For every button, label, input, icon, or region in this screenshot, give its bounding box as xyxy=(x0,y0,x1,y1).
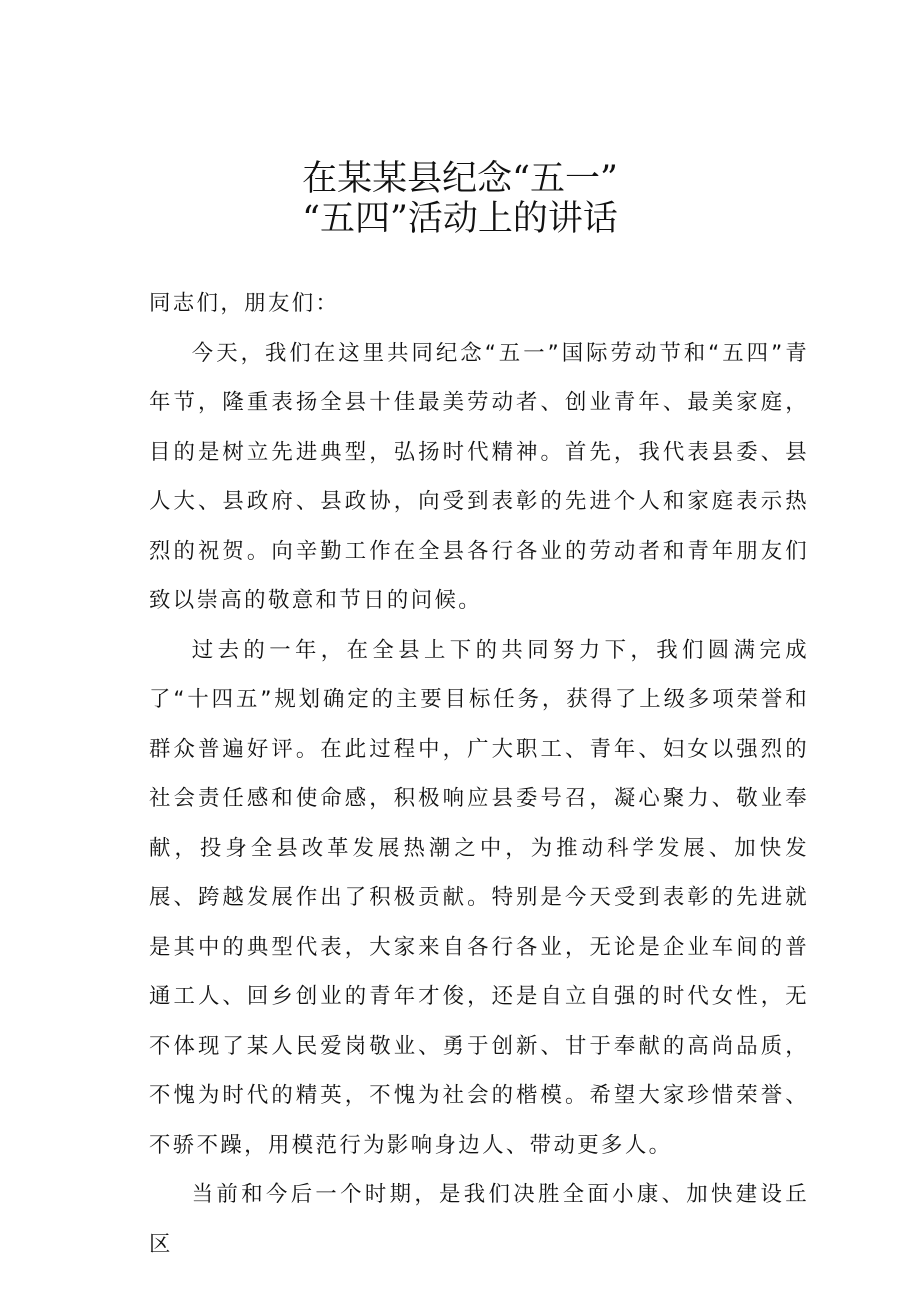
document-title-line-1: 在某某县纪念“五一” xyxy=(302,159,618,199)
document-body xyxy=(149,279,809,1269)
paragraph-1: 今天，我们在这里共同纪念“五一”国际劳动节和“五四”青年节，隆重表扬全县十佳最美劳动者、创业青年、最美家庭，目的是树立先进典型，弘扬时代精神。首先，我代表县委、县人大、县政府、县政协，向受到表彰的先进个人和家庭表示热烈的祝贺。向辛勤工作在全县各行各业的劳动者和青年朋友们致以崇高的敬意和节日的问候。 xyxy=(149,340,809,613)
paragraph-3: 当前和今后一个时期，是我们决胜全面小康、加快建设丘区 xyxy=(149,1182,809,1257)
paragraph-2: 过去的一年，在全县上下的共同努力下，我们圆满完成了“十四五”规划确定的主要目标任务，获得了上级多项荣誉和群众普遍好评。在此过程中，广大职工、青年、妇女以强烈的社会责任感和使命感，积极响应县委号召，凝心聚力、敬业奉献，投身全县改革发展热潮之中，为推动科学发展、加快发展、跨越发展作出了积极贡献。特别是今天受到表彰的先进就是其中的典型代表，大家来自各行各业，无论是企业车间的普通工人、回乡创业的青年才俊，还是自立自强的时代女性，无不体现了某人民爱岗敬业、勇于创新、甘于奉献的高尚品质，不愧为时代的精英，不愧为社会的楷模。希望大家珍惜荣誉、不骄不躁，用模范行为影响身边人、带动更多人。 xyxy=(149,637,809,1158)
document-title-line-2: “五四”活动上的讲话 xyxy=(302,199,618,239)
salutation: 同志们，朋友们： xyxy=(149,291,340,316)
